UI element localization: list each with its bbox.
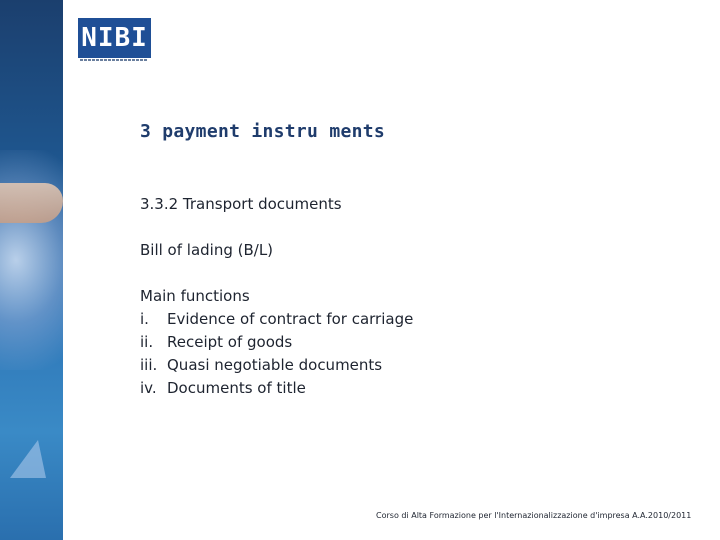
functions-list	[140, 308, 413, 400]
side-image-hand	[0, 183, 63, 223]
logo-tagline	[80, 59, 148, 61]
decorative-side-image	[0, 0, 63, 540]
list-item-number: iii.	[140, 356, 158, 374]
list-item	[140, 331, 413, 354]
list-item-text: Receipt of goods	[167, 333, 293, 351]
functions-heading: Main functions	[140, 287, 250, 305]
nibi-logo	[78, 18, 151, 58]
list-item	[140, 377, 413, 400]
list-item-text: Quasi negotiable documents	[167, 356, 383, 374]
slide-title: 3 payment instru ments	[140, 121, 386, 142]
footer-text: Corso di Alta Formazione per l'Internazionalizzazione d'impresa A.A.2010/2011	[376, 511, 692, 520]
list-item-text: Evidence of contract for carriage	[167, 310, 414, 328]
list-item-number: ii.	[140, 333, 154, 351]
slide-subtitle: 3.3.2 Transport documents	[140, 195, 342, 213]
list-item	[140, 308, 413, 331]
logo-text: NIBI	[81, 23, 148, 53]
list-item-text: Documents of title	[167, 379, 306, 397]
side-image-shard	[10, 440, 46, 478]
list-item-number: iv.	[140, 379, 157, 397]
list-item-number: i.	[140, 310, 149, 328]
bill-of-lading-heading: Bill of lading (B/L)	[140, 241, 274, 259]
list-item	[140, 354, 413, 377]
